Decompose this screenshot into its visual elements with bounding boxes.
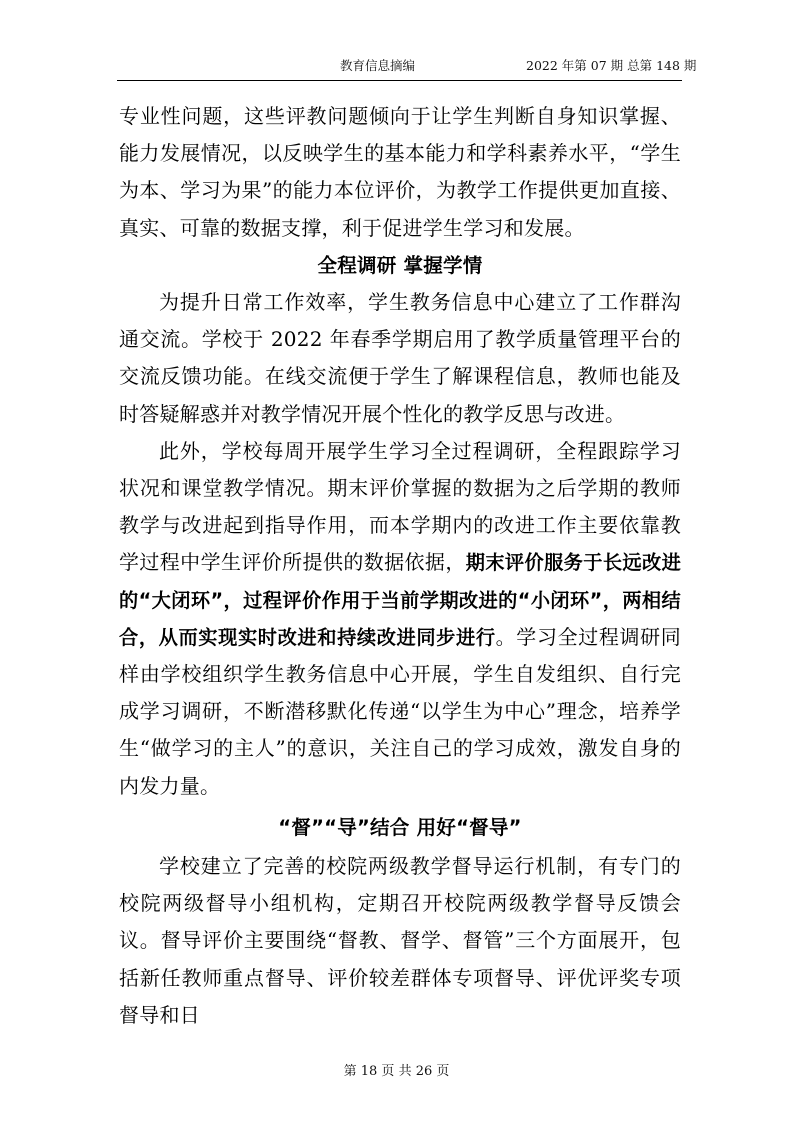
paragraph-1: 专业性问题，这些评教问题倾向于让学生判断自身知识掌握、能力发展情况，以反映学生的基本能力和学科素养水平，“学生为本、学习为果”的能力本位评价，为教学工作提供更加直接、真实、可靠的数据支撑，利于促进学生学习和发展。 [119,104,681,240]
section-heading-2: “督”“导”结合 用好“督导” [278,815,522,839]
page-header [0,56,793,76]
header-rule [117,80,682,81]
page-footer: 第 18 页 共 26 页 [343,1064,450,1079]
paragraph-3-emphasis: 期末评价服务于长远改进的“大闭环”，过程评价作用于当前学期改进的“小闭环”，两相结合，从而实现实时改进和持续改进同步进行 [119,551,682,649]
issue-number: 2022 年第 07 期 总第 148 期 [526,58,697,73]
paragraph-4: 学校建立了完善的校院两级教学督导运行机制，有专门的校院两级督导小组机构，定期召开校院两级教学督导反馈会议。督导评价主要围绕“督教、督学、督管”三个方面展开，包括新任教师重点督导、评价较差群体专项督导、评优评奖专项督导和日 [119,854,681,1027]
publication-name: 教育信息摘编 [340,58,416,73]
paragraph-3-lead: 此外，学校每周开展学生学习全过程调研，全程跟踪学习状况和课堂教学情况。期末评价掌握的数据为之后学期的教师教学与改进起到指导作用，而本学期内的改进工作主要依靠教学过程中学生评价所提供的数据依据， [119,438,681,575]
paragraph-3 [119,433,681,805]
paragraph-3-tail: 。学习全过程调研同样由学校组织学生教务信息中心开展，学生自发组织、自行完成学习调研，不断潜移默化传递“以学生为中心”理念，培养学生“做学习的主人”的意识，关注自己的学习成效，激发自身的内发力量。 [119,624,682,798]
section-heading-1: 全程调研 掌握学情 [317,253,483,277]
article-body [119,98,681,1034]
paragraph-2: 为提升日常工作效率，学生教务信息中心建立了工作群沟通交流。学校于 2022 年春季学期启用了教学质量管理平台的交流反馈功能。在线交流便于学生了解课程信息，教师也能及时答疑解惑并对教学情况开展个性化的教学反思与改进。 [119,290,681,426]
